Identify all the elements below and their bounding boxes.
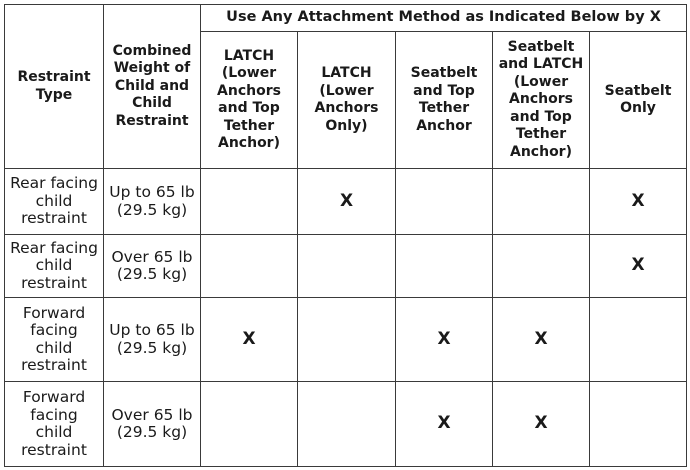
weight-cell: Over 65 lb (29.5 kg) [104, 382, 201, 467]
attachment-method-group-header: Use Any Attachment Method as Indicated Below by X [201, 5, 687, 32]
mark-cell [493, 169, 590, 235]
mark-cell [298, 235, 396, 298]
mark-cell: X [493, 298, 590, 382]
mark-cell [201, 235, 298, 298]
method-header-seatbelt-and-tether: Seatbelt and Top Tether Anchor [396, 32, 493, 169]
mark-cell [396, 169, 493, 235]
mark-cell [590, 298, 687, 382]
table-row [5, 382, 687, 467]
method-header-latch-lower-only: LATCH (Lower Anchors Only) [298, 32, 396, 169]
restraint-type-cell: Rear facing child restraint [5, 169, 104, 235]
restraint-type-cell: Forward facing child restraint [5, 382, 104, 467]
mark-cell: X [396, 382, 493, 467]
mark-cell: X [590, 169, 687, 235]
mark-cell [396, 235, 493, 298]
table-row [5, 235, 687, 298]
weight-cell: Over 65 lb (29.5 kg) [104, 235, 201, 298]
method-header-seatbelt-only: Seatbelt Only [590, 32, 687, 169]
restraint-type-header: Restraint Type [5, 5, 104, 169]
mark-cell [590, 382, 687, 467]
weight-cell: Up to 65 lb (29.5 kg) [104, 298, 201, 382]
mark-cell [201, 382, 298, 467]
weight-cell: Up to 65 lb (29.5 kg) [104, 169, 201, 235]
mark-cell [298, 298, 396, 382]
mark-cell: X [493, 382, 590, 467]
mark-cell: X [201, 298, 298, 382]
mark-cell [298, 382, 396, 467]
child-restraint-attachment-table [4, 4, 687, 467]
method-header-latch-lower-and-tether: LATCH (Lower Anchors and Top Tether Anchor) [201, 32, 298, 169]
mark-cell [493, 235, 590, 298]
table-row [5, 169, 687, 235]
restraint-type-cell: Forward facing child restraint [5, 298, 104, 382]
mark-cell [201, 169, 298, 235]
method-header-seatbelt-and-latch: Seatbelt and LATCH (Lower Anchors and Top Tether Anchor) [493, 32, 590, 169]
mark-cell: X [298, 169, 396, 235]
header-row-top [5, 5, 687, 32]
restraint-type-cell: Rear facing child restraint [5, 235, 104, 298]
mark-cell: X [396, 298, 493, 382]
mark-cell: X [590, 235, 687, 298]
table-row [5, 298, 687, 382]
combined-weight-header: Combined Weight of Child and Child Restraint [104, 5, 201, 169]
